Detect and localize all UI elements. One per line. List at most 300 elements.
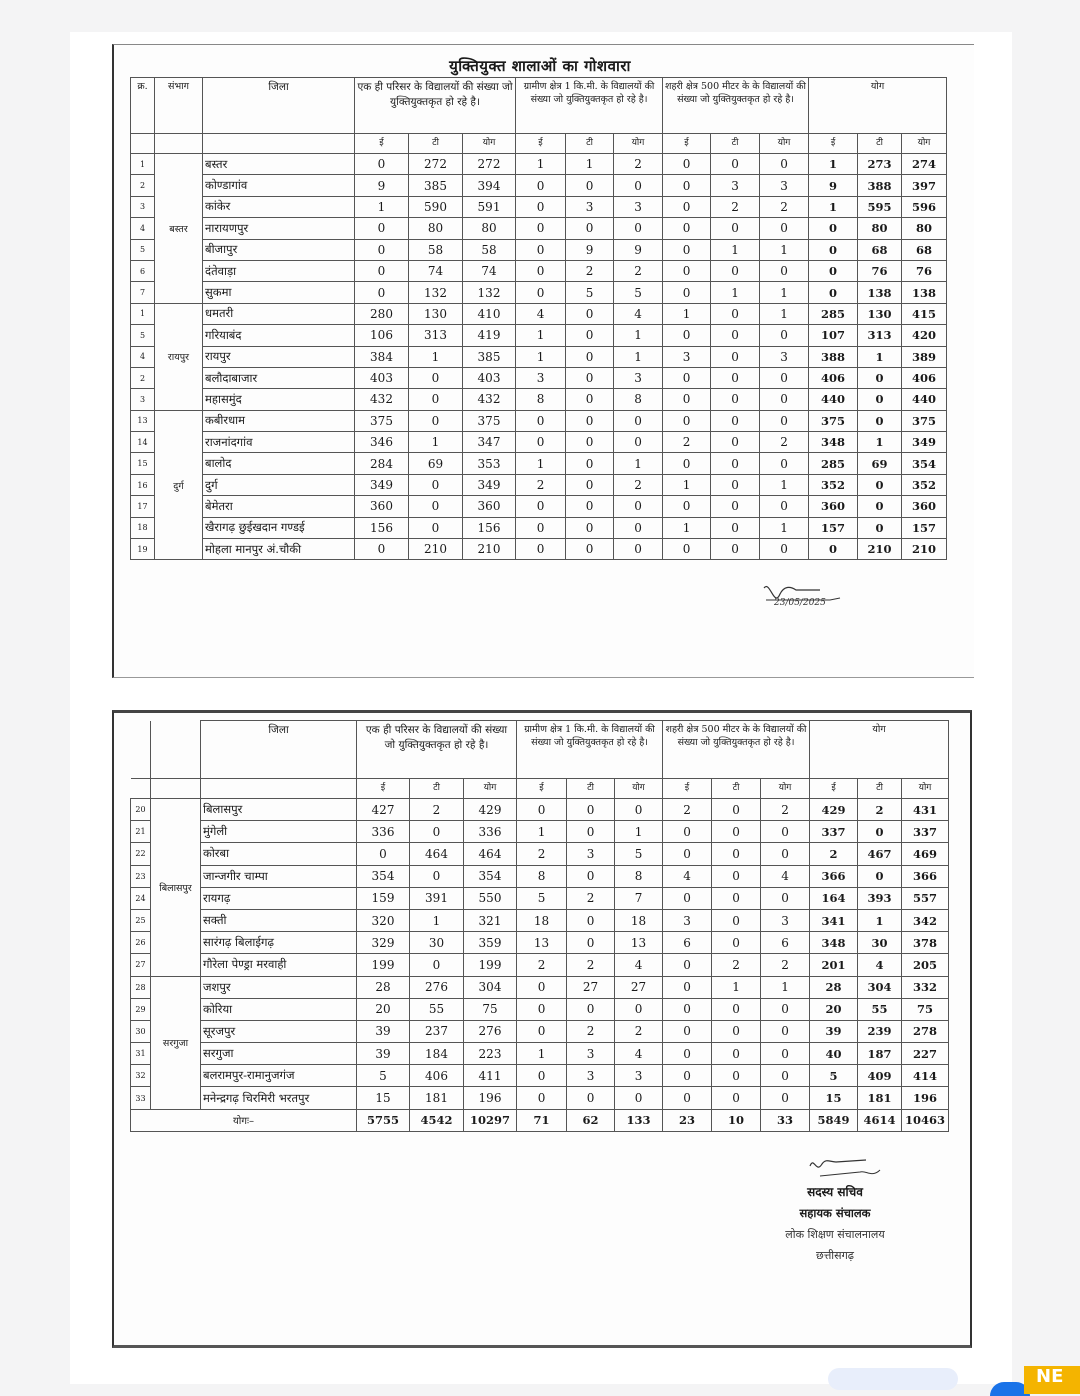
- count-cell: 429: [810, 799, 858, 821]
- count-cell: 164: [810, 887, 858, 909]
- count-cell: 1: [761, 976, 810, 998]
- table-row: [131, 175, 947, 196]
- district-name: धमतरी: [203, 303, 355, 324]
- row-serial-number: 17: [131, 496, 155, 517]
- table-row: [131, 976, 949, 998]
- district-name: कांकेर: [203, 196, 355, 217]
- count-cell: 375: [809, 410, 858, 431]
- table-row: [131, 821, 949, 843]
- count-cell: 0: [761, 1020, 810, 1042]
- count-cell: 2: [567, 954, 615, 976]
- count-cell: 0: [858, 474, 902, 495]
- district-name: कोरिया: [201, 998, 357, 1020]
- row-serial-number: 3: [131, 196, 155, 217]
- count-cell: 467: [858, 843, 902, 865]
- count-cell: 0: [410, 865, 464, 887]
- count-cell: 2: [760, 432, 809, 453]
- total-cell: 4614: [858, 1109, 902, 1131]
- subheader-yog: योग: [902, 134, 947, 154]
- count-cell: 0: [566, 517, 614, 538]
- district-name: राजनांदगांव: [203, 432, 355, 453]
- count-cell: 0: [712, 843, 761, 865]
- district-name: मुंगेली: [201, 821, 357, 843]
- count-cell: 0: [858, 865, 902, 887]
- count-cell: 2: [517, 954, 567, 976]
- table-row: [131, 954, 949, 976]
- header-total: योग: [810, 721, 949, 779]
- table-row: [131, 517, 947, 538]
- count-cell: 273: [858, 154, 902, 175]
- table-row: [131, 1087, 949, 1109]
- count-cell: 0: [663, 325, 711, 346]
- row-serial-number: 29: [131, 998, 151, 1020]
- count-cell: 378: [902, 932, 949, 954]
- count-cell: 58: [463, 239, 516, 260]
- count-cell: 0: [409, 389, 463, 410]
- count-cell: 18: [615, 909, 663, 931]
- count-cell: 0: [760, 539, 809, 560]
- count-cell: 58: [409, 239, 463, 260]
- row-serial-number: 23: [131, 865, 151, 887]
- count-cell: 336: [357, 821, 410, 843]
- count-cell: 239: [858, 1020, 902, 1042]
- count-cell: 420: [902, 325, 947, 346]
- count-cell: 0: [761, 887, 810, 909]
- district-name: बालोद: [203, 453, 355, 474]
- count-cell: 550: [464, 887, 517, 909]
- count-cell: 3: [761, 909, 810, 931]
- table-row: [131, 196, 947, 217]
- count-cell: 69: [409, 453, 463, 474]
- count-cell: 0: [858, 821, 902, 843]
- count-cell: 469: [902, 843, 949, 865]
- count-cell: 0: [355, 539, 409, 560]
- count-cell: 0: [663, 453, 711, 474]
- count-cell: 2: [858, 799, 902, 821]
- count-cell: 8: [615, 865, 663, 887]
- count-cell: 18: [517, 909, 567, 931]
- count-cell: 389: [902, 346, 947, 367]
- district-name: बस्तर: [203, 154, 355, 175]
- count-cell: 397: [902, 175, 947, 196]
- count-cell: 0: [760, 453, 809, 474]
- count-cell: 13: [517, 932, 567, 954]
- count-cell: 80: [858, 218, 902, 239]
- count-cell: 76: [902, 260, 947, 281]
- district-name: खैरागढ़ छुईखदान गण्डई: [203, 517, 355, 538]
- table-row: [131, 496, 947, 517]
- count-cell: 320: [357, 909, 410, 931]
- header-rural: ग्रामीण क्षेत्र 1 कि.मी. के विद्यालयों की संख्या जो युक्तियुक्तकृत हो रहे है।: [516, 78, 663, 134]
- count-cell: 0: [760, 410, 809, 431]
- count-cell: 285: [809, 453, 858, 474]
- count-cell: 0: [614, 218, 663, 239]
- count-cell: 2: [761, 954, 810, 976]
- row-serial-number: 19: [131, 539, 155, 560]
- count-cell: 406: [809, 367, 858, 388]
- count-cell: 210: [463, 539, 516, 560]
- count-cell: 1: [712, 976, 761, 998]
- table-row: [131, 218, 947, 239]
- total-cell: 10463: [902, 1109, 949, 1131]
- count-cell: 39: [357, 1043, 410, 1065]
- count-cell: 2: [614, 260, 663, 281]
- count-cell: 138: [858, 282, 902, 303]
- count-cell: 0: [760, 260, 809, 281]
- table-row: [131, 1065, 949, 1087]
- count-cell: 1: [760, 474, 809, 495]
- count-cell: 13: [615, 932, 663, 954]
- count-cell: 410: [463, 303, 516, 324]
- count-cell: 1: [711, 282, 760, 303]
- count-cell: 0: [663, 1020, 712, 1042]
- count-cell: 80: [463, 218, 516, 239]
- count-cell: 9: [809, 175, 858, 196]
- count-cell: 0: [566, 175, 614, 196]
- count-cell: 0: [663, 954, 712, 976]
- count-cell: 0: [712, 1087, 761, 1109]
- count-cell: 0: [566, 303, 614, 324]
- count-cell: 4: [761, 865, 810, 887]
- division-name: बस्तर: [155, 154, 203, 304]
- count-cell: 0: [711, 432, 760, 453]
- count-cell: 0: [809, 260, 858, 281]
- count-cell: 3: [614, 367, 663, 388]
- row-serial-number: 32: [131, 1065, 151, 1087]
- count-cell: 5: [357, 1065, 410, 1087]
- signatory-title: सदस्य सचिव: [807, 1185, 863, 1199]
- count-cell: 366: [810, 865, 858, 887]
- count-cell: 15: [810, 1087, 858, 1109]
- row-serial-number: 13: [131, 410, 155, 431]
- count-cell: 6: [761, 932, 810, 954]
- count-cell: 0: [615, 998, 663, 1020]
- count-cell: 337: [902, 821, 949, 843]
- count-cell: 0: [614, 410, 663, 431]
- count-cell: 360: [463, 496, 516, 517]
- count-cell: 274: [902, 154, 947, 175]
- count-cell: 3: [567, 843, 615, 865]
- count-cell: 0: [711, 325, 760, 346]
- floating-pill[interactable]: [828, 1368, 958, 1390]
- count-cell: 595: [858, 196, 902, 217]
- count-cell: 1: [760, 517, 809, 538]
- table-row: [131, 239, 947, 260]
- subheader-yog: योग: [464, 779, 517, 799]
- count-cell: 0: [663, 887, 712, 909]
- count-cell: 0: [858, 367, 902, 388]
- table-row: [131, 1020, 949, 1042]
- count-cell: 68: [858, 239, 902, 260]
- table-row: [131, 325, 947, 346]
- count-cell: 0: [761, 843, 810, 865]
- division-name: दुर्ग: [155, 410, 203, 560]
- count-cell: 336: [464, 821, 517, 843]
- count-cell: 30: [410, 932, 464, 954]
- count-cell: 313: [858, 325, 902, 346]
- count-cell: 157: [902, 517, 947, 538]
- table-row: [131, 346, 947, 367]
- count-cell: 30: [858, 932, 902, 954]
- count-cell: 0: [858, 389, 902, 410]
- subheader-t: टी: [858, 779, 902, 799]
- count-cell: 0: [516, 432, 566, 453]
- signatory-designation: सहायक संचालक: [799, 1206, 871, 1220]
- count-cell: 0: [663, 367, 711, 388]
- count-cell: 427: [357, 799, 410, 821]
- count-cell: 0: [410, 821, 464, 843]
- count-cell: 2: [614, 474, 663, 495]
- count-cell: 76: [858, 260, 902, 281]
- count-cell: 5: [566, 282, 614, 303]
- count-cell: 0: [567, 909, 615, 931]
- count-cell: 313: [409, 325, 463, 346]
- count-cell: 8: [517, 865, 567, 887]
- count-cell: 0: [615, 1087, 663, 1109]
- signature-block: [760, 1182, 910, 1266]
- signature-scribble-1: [760, 578, 850, 612]
- count-cell: 8: [614, 389, 663, 410]
- count-cell: 74: [463, 260, 516, 281]
- subheader-t: टी: [712, 779, 761, 799]
- count-cell: 0: [663, 821, 712, 843]
- count-cell: 0: [516, 517, 566, 538]
- count-cell: 0: [357, 843, 410, 865]
- count-cell: 0: [663, 196, 711, 217]
- district-name: बलौदाबाजार: [203, 367, 355, 388]
- count-cell: 388: [809, 346, 858, 367]
- count-cell: 0: [809, 239, 858, 260]
- count-cell: 0: [712, 887, 761, 909]
- count-cell: 406: [902, 367, 947, 388]
- count-cell: 0: [761, 821, 810, 843]
- count-cell: 0: [566, 218, 614, 239]
- count-cell: 0: [761, 1065, 810, 1087]
- row-serial-number: 1: [131, 303, 155, 324]
- count-cell: 0: [663, 410, 711, 431]
- document-title: युक्तियुक्त शालाओं का गोशवारा: [449, 57, 631, 75]
- count-cell: 0: [712, 821, 761, 843]
- table-row: [131, 843, 949, 865]
- count-cell: 4: [516, 303, 566, 324]
- row-serial-number: 25: [131, 909, 151, 931]
- count-cell: 3: [567, 1043, 615, 1065]
- count-cell: 1: [663, 303, 711, 324]
- count-cell: 3: [760, 175, 809, 196]
- count-cell: 9: [355, 175, 409, 196]
- header-district: जिला: [203, 78, 355, 134]
- count-cell: 359: [464, 932, 517, 954]
- count-cell: 237: [410, 1020, 464, 1042]
- row-serial-number: 6: [131, 260, 155, 281]
- count-cell: 0: [711, 517, 760, 538]
- district-name: सक्ती: [201, 909, 357, 931]
- count-cell: 196: [464, 1087, 517, 1109]
- count-cell: 348: [809, 432, 858, 453]
- count-cell: 1: [858, 432, 902, 453]
- district-name: जशपुर: [201, 976, 357, 998]
- subheader-e: ई: [663, 134, 711, 154]
- header-rural: ग्रामीण क्षेत्र 1 कि.मी. के विद्यालयों की संख्या जो युक्तियुक्तकृत हो रहे है।: [517, 721, 663, 779]
- count-cell: 349: [902, 432, 947, 453]
- count-cell: 0: [615, 799, 663, 821]
- count-cell: 1: [760, 239, 809, 260]
- count-cell: 0: [566, 410, 614, 431]
- count-cell: 0: [355, 239, 409, 260]
- count-cell: 429: [464, 799, 517, 821]
- count-cell: 332: [902, 976, 949, 998]
- count-cell: 354: [464, 865, 517, 887]
- count-cell: 0: [711, 346, 760, 367]
- count-cell: 0: [355, 218, 409, 239]
- count-cell: 0: [663, 1065, 712, 1087]
- count-cell: 352: [902, 474, 947, 495]
- count-cell: 5: [614, 282, 663, 303]
- count-cell: 2: [517, 843, 567, 865]
- count-cell: 360: [902, 496, 947, 517]
- count-cell: 354: [357, 865, 410, 887]
- table-row: [131, 367, 947, 388]
- count-cell: 1: [516, 325, 566, 346]
- count-cell: 205: [902, 954, 949, 976]
- count-cell: 1: [409, 346, 463, 367]
- subheader-e: ई: [357, 779, 410, 799]
- count-cell: 0: [760, 154, 809, 175]
- count-cell: 0: [516, 175, 566, 196]
- table-row: [131, 1043, 949, 1065]
- subheader-yog: योग: [615, 779, 663, 799]
- count-cell: 304: [858, 976, 902, 998]
- count-cell: 0: [711, 496, 760, 517]
- subheader-t: टी: [711, 134, 760, 154]
- table-row: [131, 539, 947, 560]
- district-name: सारंगढ़ बिलाईगढ़: [201, 932, 357, 954]
- count-cell: 2: [712, 954, 761, 976]
- table-row: [131, 865, 949, 887]
- count-cell: 9: [566, 239, 614, 260]
- count-cell: 464: [464, 843, 517, 865]
- count-cell: 403: [355, 367, 409, 388]
- count-cell: 3: [663, 909, 712, 931]
- count-cell: 1: [858, 909, 902, 931]
- count-cell: 0: [663, 496, 711, 517]
- count-cell: 5: [615, 843, 663, 865]
- count-cell: 20: [357, 998, 410, 1020]
- division-name: सरगुजा: [151, 976, 201, 1109]
- count-cell: 210: [409, 539, 463, 560]
- row-serial-number: 2: [131, 175, 155, 196]
- count-cell: 159: [357, 887, 410, 909]
- count-cell: 0: [663, 998, 712, 1020]
- count-cell: 347: [463, 432, 516, 453]
- subheader-t: टी: [567, 779, 615, 799]
- count-cell: 590: [409, 196, 463, 217]
- count-cell: 0: [663, 260, 711, 281]
- corner-badge[interactable]: NE: [1024, 1366, 1080, 1394]
- count-cell: 28: [357, 976, 410, 998]
- count-cell: 419: [463, 325, 516, 346]
- count-cell: 15: [357, 1087, 410, 1109]
- count-cell: 132: [409, 282, 463, 303]
- district-name: सुकमा: [203, 282, 355, 303]
- count-cell: 415: [902, 303, 947, 324]
- count-cell: 0: [663, 539, 711, 560]
- count-cell: 354: [902, 453, 947, 474]
- count-cell: 304: [464, 976, 517, 998]
- count-cell: 1: [516, 346, 566, 367]
- count-cell: 0: [711, 410, 760, 431]
- count-cell: 5: [517, 887, 567, 909]
- count-cell: 181: [410, 1087, 464, 1109]
- count-cell: 0: [410, 954, 464, 976]
- count-cell: 4: [663, 865, 712, 887]
- count-cell: 3: [567, 1065, 615, 1087]
- count-cell: 406: [410, 1065, 464, 1087]
- total-cell: 4542: [410, 1109, 464, 1131]
- count-cell: 276: [410, 976, 464, 998]
- subheader-yog: योग: [761, 779, 810, 799]
- count-cell: 285: [809, 303, 858, 324]
- count-cell: 9: [614, 239, 663, 260]
- count-cell: 6: [663, 932, 712, 954]
- count-cell: 375: [463, 410, 516, 431]
- header-urban: शहरी क्षेत्र 500 मीटर के के विद्यालयों की संख्या जो युक्तियुक्तकृत हो रहे है।: [663, 721, 810, 779]
- count-cell: 349: [355, 474, 409, 495]
- total-cell: 23: [663, 1109, 712, 1131]
- count-cell: 3: [614, 196, 663, 217]
- summary-table-1: [130, 77, 947, 560]
- summary-table-2-body: [131, 799, 949, 1110]
- count-cell: 0: [614, 175, 663, 196]
- row-serial-number: 26: [131, 932, 151, 954]
- count-cell: 0: [566, 474, 614, 495]
- count-cell: 2: [567, 1020, 615, 1042]
- count-cell: 0: [567, 799, 615, 821]
- header-division: संभाग: [155, 78, 203, 134]
- subheader-yog: योग: [902, 779, 949, 799]
- count-cell: 1: [614, 453, 663, 474]
- row-serial-number: 4: [131, 218, 155, 239]
- total-cell: 5849: [810, 1109, 858, 1131]
- count-cell: 0: [663, 1087, 712, 1109]
- count-cell: 0: [760, 389, 809, 410]
- count-cell: 0: [517, 799, 567, 821]
- count-cell: 1: [614, 346, 663, 367]
- table-row: [131, 154, 947, 175]
- count-cell: 2: [614, 154, 663, 175]
- row-serial-number: 27: [131, 954, 151, 976]
- row-serial-number: 28: [131, 976, 151, 998]
- count-cell: 69: [858, 453, 902, 474]
- count-cell: 360: [355, 496, 409, 517]
- count-cell: 0: [517, 1087, 567, 1109]
- count-cell: 409: [858, 1065, 902, 1087]
- subheader-e: ई: [809, 134, 858, 154]
- count-cell: 27: [567, 976, 615, 998]
- subheader-t: टी: [566, 134, 614, 154]
- row-serial-number: 21: [131, 821, 151, 843]
- count-cell: 0: [761, 998, 810, 1020]
- count-cell: 432: [355, 389, 409, 410]
- count-cell: 2: [615, 1020, 663, 1042]
- count-cell: 596: [902, 196, 947, 217]
- count-cell: 2: [567, 887, 615, 909]
- count-cell: 75: [902, 998, 949, 1020]
- count-cell: 0: [409, 367, 463, 388]
- subheader-yog: योग: [614, 134, 663, 154]
- row-serial-number: 4: [131, 346, 155, 367]
- count-cell: 591: [463, 196, 516, 217]
